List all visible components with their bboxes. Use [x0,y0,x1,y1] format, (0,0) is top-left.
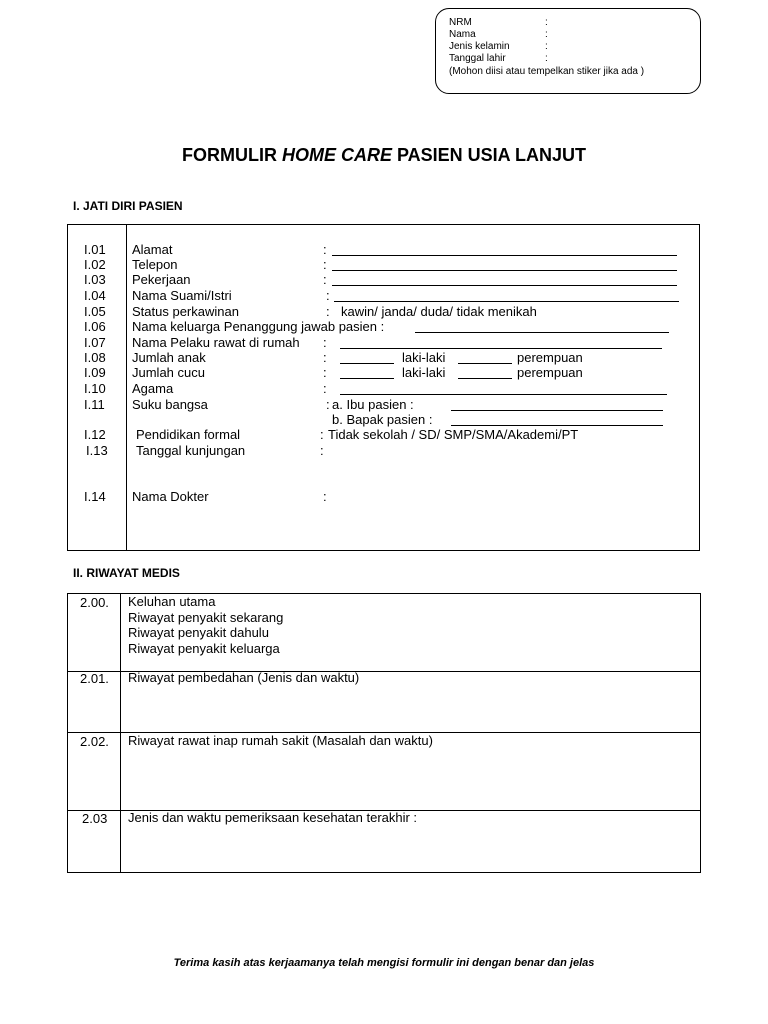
telepon-field[interactable] [332,257,677,271]
row-2-02-content[interactable] [128,733,433,749]
row-number: I.06 [84,319,106,334]
form-title [0,145,768,166]
male-label: laki-laki [402,350,446,365]
row-line: Keluhan utama [128,594,216,609]
row-label: Pekerjaan [132,272,191,287]
section1-table [67,224,700,551]
id-row-tanggal-lahir[interactable] [449,53,548,65]
row-label: Telepon [132,257,178,272]
row-label: Suku bangsa [132,397,208,412]
row-i05 [68,304,701,319]
row-i01 [68,242,701,257]
pelaku-rawat-field[interactable] [340,335,662,349]
row-label: Pendidikan formal [136,427,241,442]
title-part1: FORMULIR [181,145,282,165]
row-number: I.13 [86,443,108,458]
row-colon: : [320,443,324,458]
row-i09 [68,365,701,380]
suku-ibu-field[interactable] [451,397,663,411]
footer-thanks: Terima kasih atas kerjaamanya telah mengisi formulir ini dengan benar dan jelas [173,957,595,969]
row-i03 [68,272,701,287]
row-number: I.14 [84,489,106,504]
row-number: I.09 [84,365,106,380]
row-2-03-content[interactable] [128,810,417,826]
row-colon: : [323,257,327,272]
female-label: perempuan [517,365,583,380]
section2-divider [120,594,121,872]
anak-laki-field[interactable] [340,350,394,364]
row-number: I.12 [84,427,106,442]
row-colon: : [323,350,327,365]
male-label: laki-laki [402,365,446,380]
row-number: I.01 [84,242,106,257]
row-number: I.10 [84,381,106,396]
id-label-nama: Nama [449,29,476,40]
row-line: Riwayat penyakit dahulu [128,625,269,640]
id-row-jenis-kelamin[interactable] [449,41,548,53]
female-label: perempuan [517,350,583,365]
row-number: 2.02. [80,734,109,749]
row-number: I.05 [84,304,106,319]
suku-bapak-label: b. Bapak pasien : [332,412,433,427]
id-colon: : [545,29,548,40]
row-line: Riwayat penyakit keluarga [128,640,280,656]
id-label-tanggal-lahir: Tanggal lahir [449,53,506,64]
title-part2: HOME CARE [281,145,392,165]
row-line: Riwayat penyakit sekarang [128,609,284,625]
row-number: 2.03 [82,811,108,826]
row-colon: : [326,304,330,319]
anak-perempuan-field[interactable] [458,350,512,364]
id-colon: : [545,53,548,64]
row-i11b [68,412,701,427]
row-line: Riwayat rawat inap rumah sakit (Masalah dan waktu) [128,733,433,748]
penanggung-jawab-field[interactable] [415,319,669,333]
row-colon: : [323,335,327,350]
row-label: Nama Pelaku rawat di rumah [132,335,300,350]
id-row-nama[interactable] [449,29,548,41]
row-colon: : [320,427,324,442]
patient-id-box [435,8,701,94]
row-label: Agama [132,381,174,396]
row-label: Nama Suami/Istri [132,288,232,303]
row-label: Alamat [132,242,173,257]
pendidikan-options[interactable]: Tidak sekolah / SD/ SMP/SMA/Akademi/PT [328,427,579,442]
id-colon: : [545,41,548,52]
row-number: I.02 [84,257,106,272]
suku-bapak-field[interactable] [451,412,663,426]
row-line: Jenis dan waktu pemeriksaan kesehatan terakhir : [128,810,418,825]
row-colon: : [323,365,327,380]
agama-field[interactable] [340,381,667,395]
row-i02 [68,257,701,272]
section1-heading: I. JATI DIRI PASIEN [73,199,183,213]
row-i07 [68,335,701,350]
row-colon: : [323,242,327,257]
row-label: Nama keluarga Penanggung jawab pasien : [132,319,385,334]
status-options[interactable]: kawin/ janda/ duda/ tidak menikah [341,304,537,319]
row-colon: : [323,381,327,396]
row-i04 [68,288,701,303]
id-label-nrm: NRM [449,17,472,28]
section2-table [67,593,701,873]
cucu-laki-field[interactable] [340,365,394,379]
suami-istri-field[interactable] [334,288,679,302]
row-label: Tanggal kunjungan [136,443,246,458]
pekerjaan-field[interactable] [332,272,677,286]
suku-ibu-label: a. Ibu pasien : [332,397,414,412]
row-label: Jumlah cucu [132,365,205,380]
row-number: I.07 [84,335,106,350]
row-i11 [68,397,701,412]
row-i12 [68,427,701,442]
row-2-01-content[interactable] [128,670,359,686]
id-row-nrm[interactable] [449,17,548,29]
row-colon: : [323,272,327,287]
row-i13 [68,443,701,458]
row-i08 [68,350,701,365]
row-colon: : [326,397,330,412]
title-part3: PASIEN USIA LANJUT [391,145,587,165]
cucu-perempuan-field[interactable] [458,365,512,379]
row-number: I.04 [84,288,106,303]
alamat-field[interactable] [332,242,677,256]
row-label: Nama Dokter [132,489,209,504]
row-number: I.11 [84,397,105,412]
row-i10 [68,381,701,396]
row-line: Riwayat pembedahan (Jenis dan waktu) [128,670,360,685]
row-label: Status perkawinan [132,304,239,319]
row-colon: : [326,288,330,303]
section2-heading: II. RIWAYAT MEDIS [73,566,180,580]
row-colon: : [323,489,327,504]
id-note: (Mohon diisi atau tempelkan stiker jika ada ) [449,66,645,77]
row-2-00-content[interactable] [128,594,283,656]
row-number: I.08 [84,350,106,365]
row-i14 [68,489,701,504]
id-label-jenis-kelamin: Jenis kelamin [449,41,510,52]
row-number: 2.00. [80,595,109,610]
id-colon: : [545,17,548,28]
row-number: 2.01. [80,671,109,686]
row-i06 [68,319,701,334]
row-label: Jumlah anak [132,350,206,365]
row-number: I.03 [84,272,106,287]
